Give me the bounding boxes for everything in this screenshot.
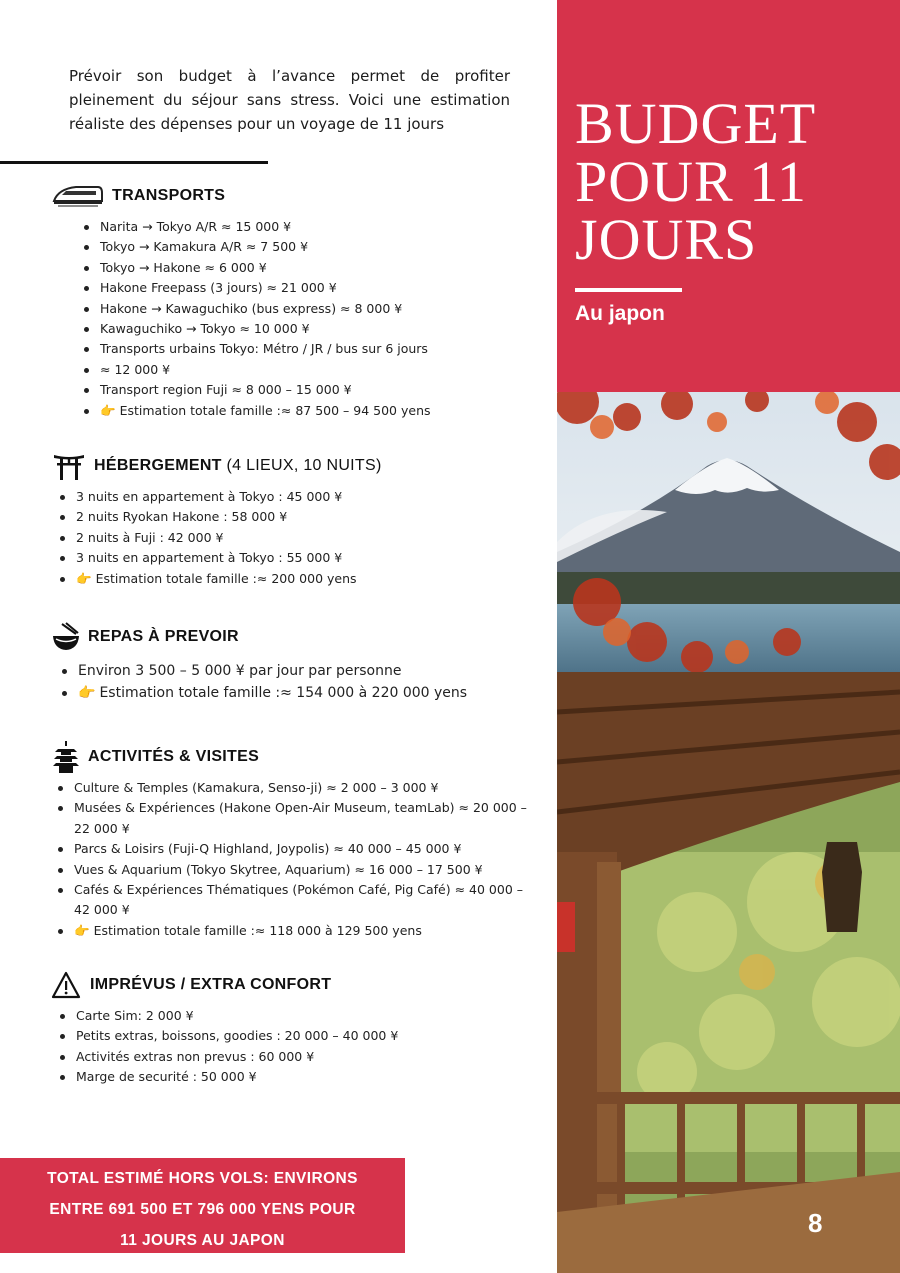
- pointing-hand-icon: 👉: [78, 685, 96, 701]
- page-number: 8: [808, 1208, 823, 1238]
- page-title-line: POUR 11: [575, 149, 808, 214]
- list-item: Petits extras, boissons, goodies : 20 000 – 40 000 ¥: [54, 1026, 520, 1046]
- pointing-hand-icon: 👉: [74, 922, 90, 938]
- list-item: ≈ 12 000 ¥: [78, 360, 522, 380]
- page-title-line: JOURS: [575, 207, 758, 272]
- section-title: [94, 457, 382, 475]
- section-header: [52, 179, 522, 213]
- section-title: TRANSPORTS: [112, 187, 226, 204]
- list-item: Vues & Aquarium (Tokyo Skytree, Aquarium) ≈ 16 000 – 17 500 ¥: [52, 860, 530, 880]
- total-estimate-box: [0, 1158, 405, 1253]
- list-item: Environ 3 500 – 5 000 ¥ par jour par personne: [56, 660, 522, 682]
- section-header: [50, 968, 520, 1002]
- intro-paragraph: Prévoir son budget à l’avance permet de profiter pleinement du séjour sans stress. Voici une estimation réaliste des dépenses pour un voyage de 11 jours: [69, 67, 510, 133]
- section-repas: [52, 620, 522, 704]
- list-item-total: [78, 401, 522, 421]
- section-imprevus: [50, 968, 520, 1088]
- pointing-hand-icon: 👉: [76, 570, 92, 586]
- ramen-bowl-icon: [52, 620, 80, 654]
- list-item: 2 nuits à Fuji : 42 000 ¥: [54, 528, 522, 548]
- hebergement-list: [54, 487, 522, 589]
- list-item: 3 nuits en appartement à Tokyo : 45 000 ¥: [54, 487, 522, 507]
- activites-list: [52, 778, 530, 941]
- title-panel: [557, 0, 900, 392]
- total-line: 11 JOURS AU JAPON: [120, 1232, 285, 1249]
- list-item: Kawaguchiko → Tokyo ≈ 10 000 ¥: [78, 319, 522, 339]
- section-hebergement: [52, 449, 522, 589]
- list-item: 2 nuits Ryokan Hakone : 58 000 ¥: [54, 507, 522, 527]
- list-item: Musées & Expériences (Hakone Open-Air Museum, teamLab) ≈ 20 000 – 22 000 ¥: [52, 798, 530, 839]
- total-text: Estimation totale famille :≈ 200 000 yens: [95, 570, 357, 586]
- total-text: Estimation totale famille :≈ 118 000 à 129 500 yens: [93, 922, 422, 938]
- page-title-line: BUDGET: [575, 91, 817, 156]
- section-header: [52, 449, 522, 483]
- section-header: [52, 620, 522, 654]
- page-subtitle: Au japon: [575, 302, 665, 325]
- list-item: Narita → Tokyo A/R ≈ 15 000 ¥: [78, 217, 522, 237]
- list-item: Transport region Fuji ≈ 8 000 – 15 000 ¥: [78, 380, 522, 400]
- section-title-main: HÉBERGEMENT: [94, 457, 222, 474]
- page-title: [575, 91, 817, 272]
- list-item: Tokyo → Hakone ≈ 6 000 ¥: [78, 258, 522, 278]
- list-item: Activités extras non prevus : 60 000 ¥: [54, 1047, 520, 1067]
- list-item: 3 nuits en appartement à Tokyo : 55 000 ¥: [54, 548, 522, 568]
- list-item: Hakone → Kawaguchiko (bus express) ≈ 8 000 ¥: [78, 299, 522, 319]
- total-text: Estimation totale famille :≈ 87 500 – 94 500 yens: [119, 402, 431, 418]
- list-item: Marge de securité : 50 000 ¥: [54, 1067, 520, 1087]
- list-item: Tokyo → Kamakura A/R ≈ 7 500 ¥: [78, 237, 522, 257]
- section-title: ACTIVITÉS & VISITES: [88, 748, 260, 765]
- section-activites: [52, 740, 530, 941]
- list-item: Hakone Freepass (3 jours) ≈ 21 000 ¥: [78, 278, 522, 298]
- section-title: REPAS À PREVOIR: [88, 628, 239, 645]
- total-line: TOTAL ESTIMÉ HORS VOLS: ENVIRONS: [47, 1170, 358, 1187]
- total-line: ENTRE 691 500 ET 796 000 YENS POUR: [49, 1201, 356, 1218]
- repas-list: [56, 660, 522, 704]
- warning-triangle-icon: [50, 968, 82, 1002]
- section-title: IMPRÉVUS / EXTRA CONFORT: [90, 976, 332, 993]
- list-item: Parcs & Loisirs (Fuji-Q Highland, Joypolis) ≈ 40 000 – 45 000 ¥: [52, 839, 530, 859]
- pagoda-icon: [52, 740, 80, 774]
- temple-veranda-photo: [557, 672, 900, 1273]
- train-icon: [52, 179, 104, 213]
- section-transports: [52, 179, 522, 421]
- imprevus-list: [54, 1006, 520, 1088]
- pointing-hand-icon: 👉: [100, 402, 116, 418]
- intro-divider: [0, 161, 268, 164]
- torii-gate-icon: [52, 449, 86, 483]
- transports-list: [78, 217, 522, 421]
- total-text: Estimation totale famille :≈ 154 000 à 220 000 yens: [99, 685, 468, 701]
- section-title-suffix: (4 LIEUX, 10 NUITS): [226, 457, 382, 474]
- list-item-total: [52, 921, 530, 941]
- list-item: Transports urbains Tokyo: Métro / JR / bus sur 6 jours: [78, 339, 522, 359]
- list-item-total: [54, 569, 522, 589]
- list-item: Cafés & Expériences Thématiques (Pokémon Café, Pig Café) ≈ 40 000 – 42 000 ¥: [52, 880, 530, 921]
- list-item-total: [56, 682, 522, 704]
- section-header: [52, 740, 530, 774]
- mount-fuji-photo: [557, 392, 900, 672]
- list-item: Carte Sim: 2 000 ¥: [54, 1006, 520, 1026]
- title-divider: [575, 288, 682, 292]
- list-item: Culture & Temples (Kamakura, Senso-ji) ≈ 2 000 – 3 000 ¥: [52, 778, 530, 798]
